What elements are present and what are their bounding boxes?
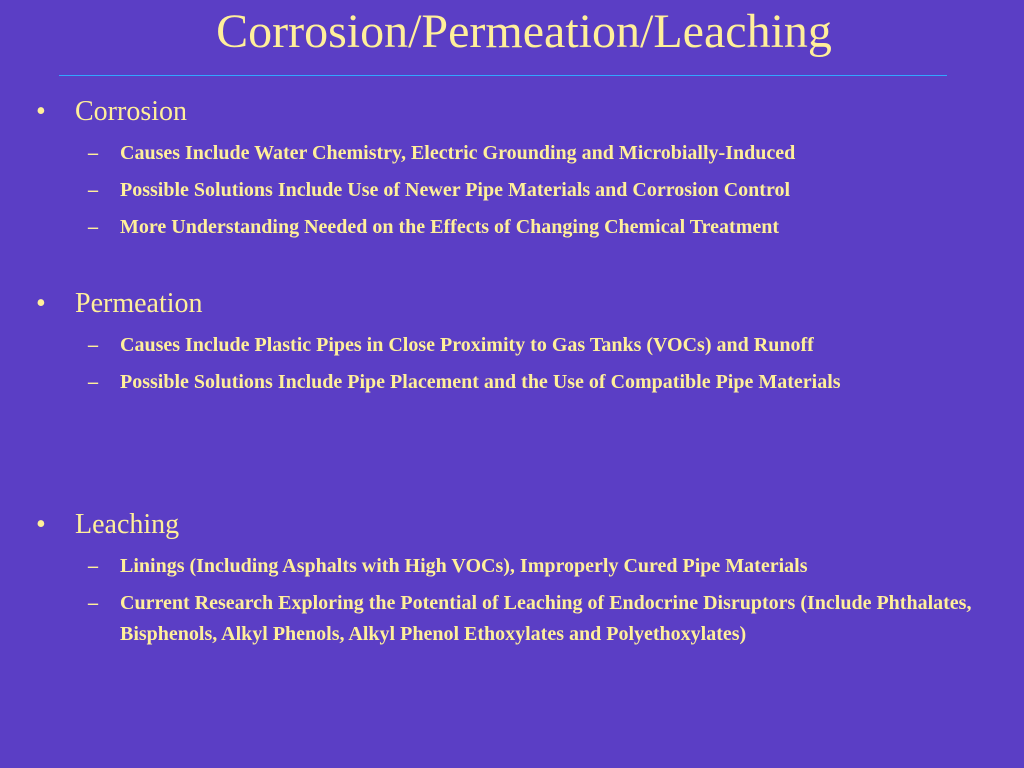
bullet-heading: Corrosion: [75, 96, 187, 127]
bullet-heading: Leaching: [75, 509, 180, 540]
bullet-heading: Permeation: [75, 288, 203, 319]
sub-item: [0, 330, 1024, 361]
sub-list: [0, 138, 1024, 243]
sub-list: [0, 551, 1024, 650]
section-corrosion: [0, 95, 1024, 249]
bullet-dot: •: [36, 96, 46, 127]
bullet-dot: •: [36, 288, 46, 319]
title-divider: [59, 75, 947, 76]
sub-item-text: Possible Solutions Include Use of Newer Pipe Materials and Corrosion Control: [120, 179, 791, 201]
dash-marker: –: [88, 142, 98, 164]
sub-item-text: More Understanding Needed on the Effects of Changing Chemical Treatment: [120, 216, 780, 238]
sub-item: [0, 551, 944, 582]
dash-marker: –: [88, 216, 98, 238]
sub-item: [0, 138, 1024, 169]
section-permeation: [0, 287, 1024, 404]
sub-item: [0, 212, 1024, 243]
sub-item-text: Possible Solutions Include Pipe Placement and the Use of Compatible Pipe Materials: [120, 371, 841, 393]
slide-title: Corrosion/Permeation/Leaching: [216, 5, 832, 58]
sub-item-text: Current Research Exploring the Potential of Leaching of Endocrine Disruptors (Include Phthalates, Bisphenols, Alkyl Phenols, Alkyl Phenol Ethoxylates and Polyethoxylates): [120, 592, 972, 645]
sub-item-text: Causes Include Water Chemistry, Electric Grounding and Microbially-Induced: [120, 142, 796, 164]
section-leaching: [0, 508, 1024, 656]
bullet-dot: •: [36, 509, 46, 540]
sub-item: [0, 367, 1024, 398]
bullet-permeation: [0, 287, 1024, 321]
dash-marker: –: [88, 371, 98, 393]
bullet-leaching: [0, 508, 1024, 542]
sub-item: [0, 588, 1024, 650]
dash-marker: –: [88, 555, 98, 577]
sub-item: [0, 175, 1024, 206]
sub-item-text: Linings (Including Asphalts with High VOCs), Improperly Cured Pipe Materials: [120, 555, 808, 577]
bullet-corrosion: [0, 95, 1024, 129]
dash-marker: –: [88, 179, 98, 201]
dash-marker: –: [88, 334, 98, 356]
sub-item-text: Causes Include Plastic Pipes in Close Proximity to Gas Tanks (VOCs) and Runoff: [120, 334, 814, 356]
sub-list: [0, 330, 1024, 398]
dash-marker: –: [88, 592, 98, 614]
